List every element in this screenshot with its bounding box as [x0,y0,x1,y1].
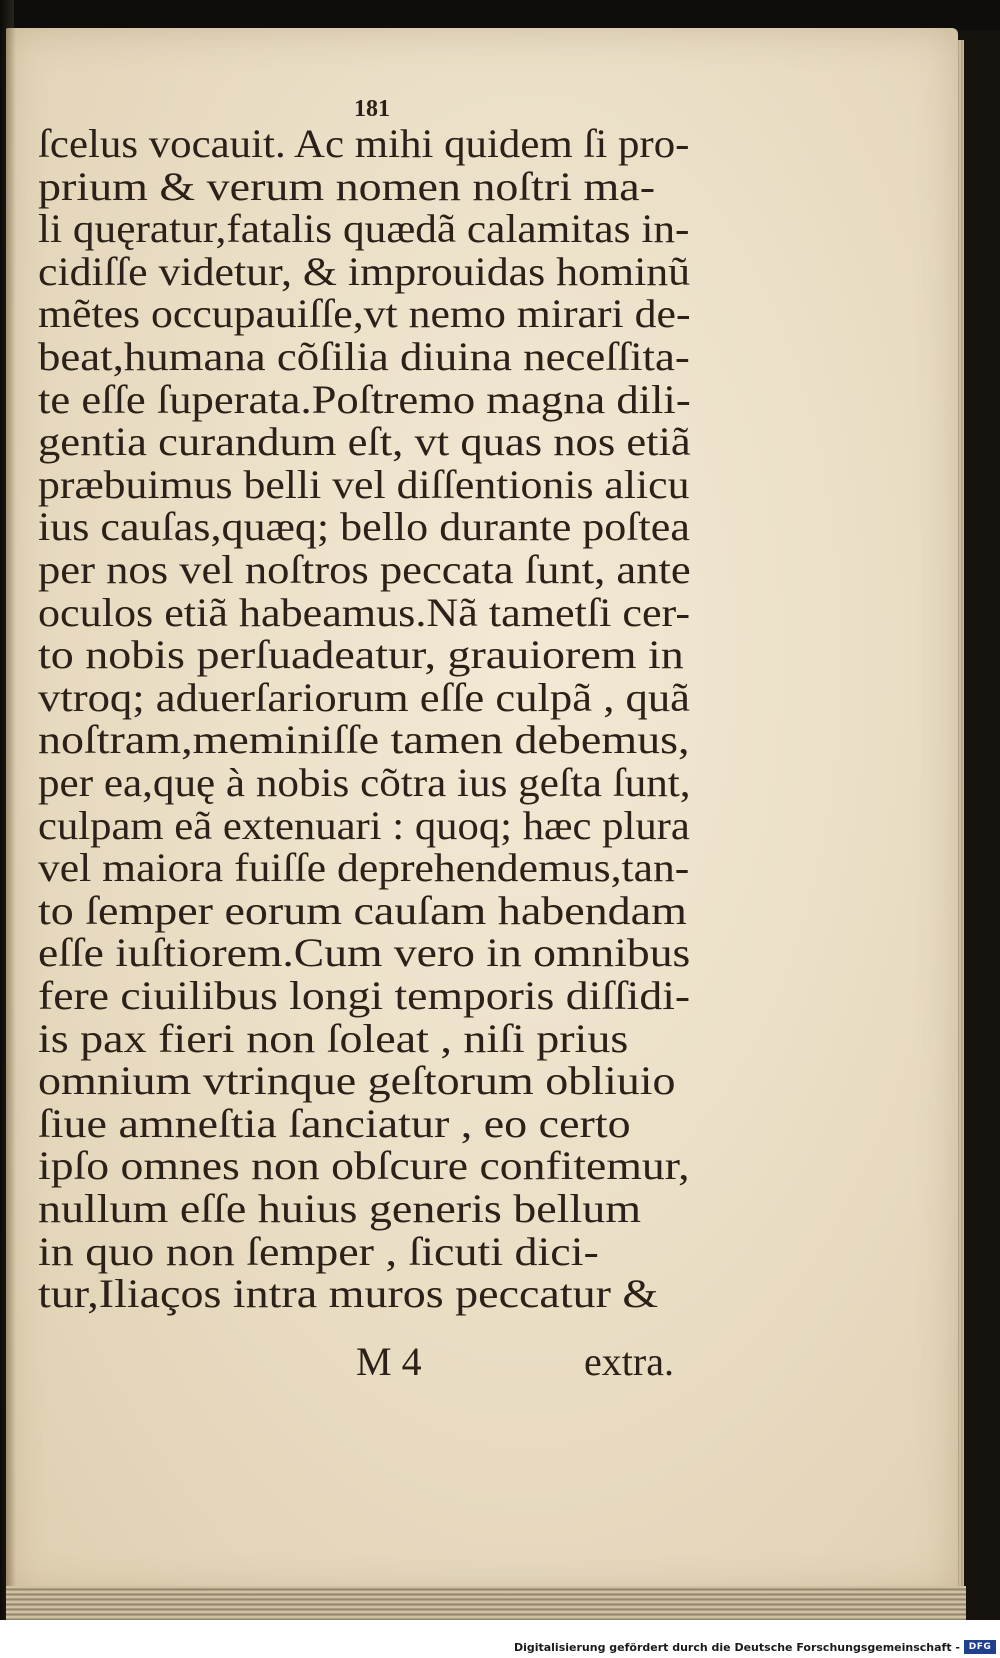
dfg-logo: DFG [964,1640,996,1654]
text-line: gentia curandum eſt, vt quas nos etiã [38,419,691,465]
page-number: 181 [354,96,390,122]
text-line: cidiſſe videtur, & improuidas hominũ [38,248,691,294]
text-line: omnium vtrinque geſtorum obliuio [38,1058,676,1104]
text-line: is pax fieri non ſoleat , niſi prius [38,1015,629,1061]
signature-mark: M 4 [356,1339,422,1384]
text-line: nullum eſſe huius generis bellum [38,1186,642,1231]
text-line: prium & verum nomen noſtri ma- [38,163,656,209]
text-line: oculos etiã habeamus.Nã tametſi cer- [38,589,691,635]
text-line: mẽtes occupauiſſe,vt nemo mirari de- [38,291,691,337]
text-line: eſſe iuſtiorem.Cum vero in omnibus [38,930,691,976]
text-line: to nobis perſuadeatur, grauiorem in [38,632,684,678]
text-line: li quęratur,fatalis quædã calamitas in- [38,206,690,252]
text-line: beat,humana cõſilia diuina neceſſita- [38,334,690,379]
text-line: noſtram,meminiſſe tamen debemus, [38,717,690,763]
text-line: tur,Iliaços intra muros peccatur & [38,1271,659,1317]
text-line: per ea,quę à nobis cõtra ius geſta ſunt, [38,760,691,805]
text-line: vel maiora fuiſſe deprehendemus,tan- [38,845,690,891]
text-line: vtroq; aduerſariorum eſſe culpã , quã [38,674,690,720]
text-line: ius cauſas,quæq; bello durante poſtea [38,504,690,550]
text-line: te eſſe ſuperata.Poſtremo magna dili- [38,376,691,422]
text-line: ipſo omnes non obſcure confitemur, [38,1143,690,1189]
scan-top-border [0,0,1000,30]
footer-credit: Digitalisierung gefördert durch die Deutsche Forschungsgemeinschaft - [513,1641,960,1654]
text-line: culpam eã extenuari : quoq; hæc plura [38,802,690,848]
catchword: extra. [584,1339,674,1384]
text-line: in quo non ſemper , ſicuti dici- [38,1228,599,1274]
text-line: fere ciuilibus longi temporis diſſidi- [38,973,691,1018]
page-gutter-shadow [6,28,16,1596]
text-line: to ſemper eorum cauſam habendam [38,887,687,933]
page-stack-bottom [6,1586,966,1620]
text-line: præbuimus belli vel diſſentionis alicu [38,461,690,507]
text-line: ſiue amneſtia ſanciatur , eo certo [38,1100,631,1146]
text-line: ſcelus vocauit. Ac mihi quidem ſi pro- [38,121,690,166]
text-line: per nos vel noſtros peccata ſunt, ante [38,547,691,592]
